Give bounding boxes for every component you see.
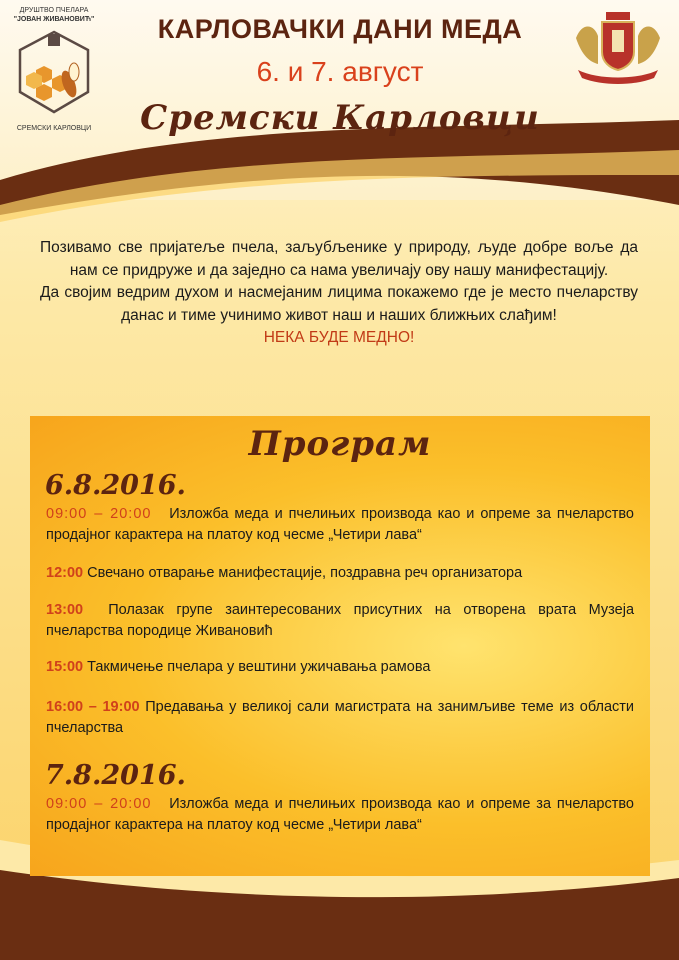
event-time: 09:00 – 20:00 <box>46 796 152 812</box>
event-place: Сремски Карловци <box>140 98 540 138</box>
event-description: Изложба меда и пчелињих производа као и опреме за пчеларство продајног карактера на платоу код чесме „Четири лава“ <box>46 796 634 833</box>
logo-caption-society: ДРУШТВО ПЧЕЛАРА <box>19 7 89 14</box>
invitation-paragraph-1: Позивамо све пријатеље пчела, заљубљенике у природу, људе добре воље да нам се придруже и да заједно са нама увеличају ову нашу манифестацију. <box>40 239 638 279</box>
page-title: КАРЛОВАЧКИ ДАНИ МЕДА <box>157 14 523 44</box>
logo-caption-town: СРЕМСКИ КАРЛОВЦИ <box>16 125 92 132</box>
beekeepers-society-logo <box>8 6 100 136</box>
program-title: Програм <box>248 424 432 464</box>
event-description: Такмичење пчелара у вештини ужичавања рамова <box>87 659 431 675</box>
event-time: 12:00 <box>46 565 84 581</box>
event-description: Предавања у великој сали магистрата на занимљиве теме из области пчеларства <box>46 699 634 736</box>
motto: НЕКА БУДЕ МЕДНО! <box>263 329 415 346</box>
program-event <box>46 600 634 642</box>
event-dates: 6. и 7. август <box>256 56 424 87</box>
logo-caption-name: "ЈОВАН ЖИВАНОВИЋ" <box>13 16 95 23</box>
program-event <box>46 657 634 678</box>
program-event <box>46 563 634 584</box>
day-1-date: 6.8.2016. <box>45 470 186 501</box>
invitation-text <box>40 237 638 350</box>
event-description: Изложба меда и пчелињих производа као и опреме за пчеларство продајног карактера на платоу код чесме „Четири лава“ <box>46 506 634 543</box>
event-time: 09:00 – 20:00 <box>46 506 152 522</box>
day-2-date: 7.8.2016. <box>45 760 186 791</box>
town-coat-of-arms-icon <box>568 8 668 86</box>
event-time: 13:00 <box>46 602 84 618</box>
event-time: 16:00 – 19:00 <box>46 699 140 715</box>
event-time: 15:00 <box>46 659 84 675</box>
program-event <box>46 504 634 546</box>
invitation-paragraph-2: Да својим ведрим духом и насмејаним лицима покажемо где је место пчеларству данас и тиме учинимо живот наш и наших ближњих слађим! <box>40 284 638 324</box>
event-description: Свечано отварање манифестације, поздравна реч организатора <box>87 565 523 581</box>
program-event <box>46 794 634 836</box>
program-event <box>46 697 634 739</box>
event-description: Полазак групе заинтересованих присутних на отворена врата Музеја пчеларства породице Живановић <box>46 602 635 639</box>
honeycomb-bee-icon <box>14 26 94 118</box>
